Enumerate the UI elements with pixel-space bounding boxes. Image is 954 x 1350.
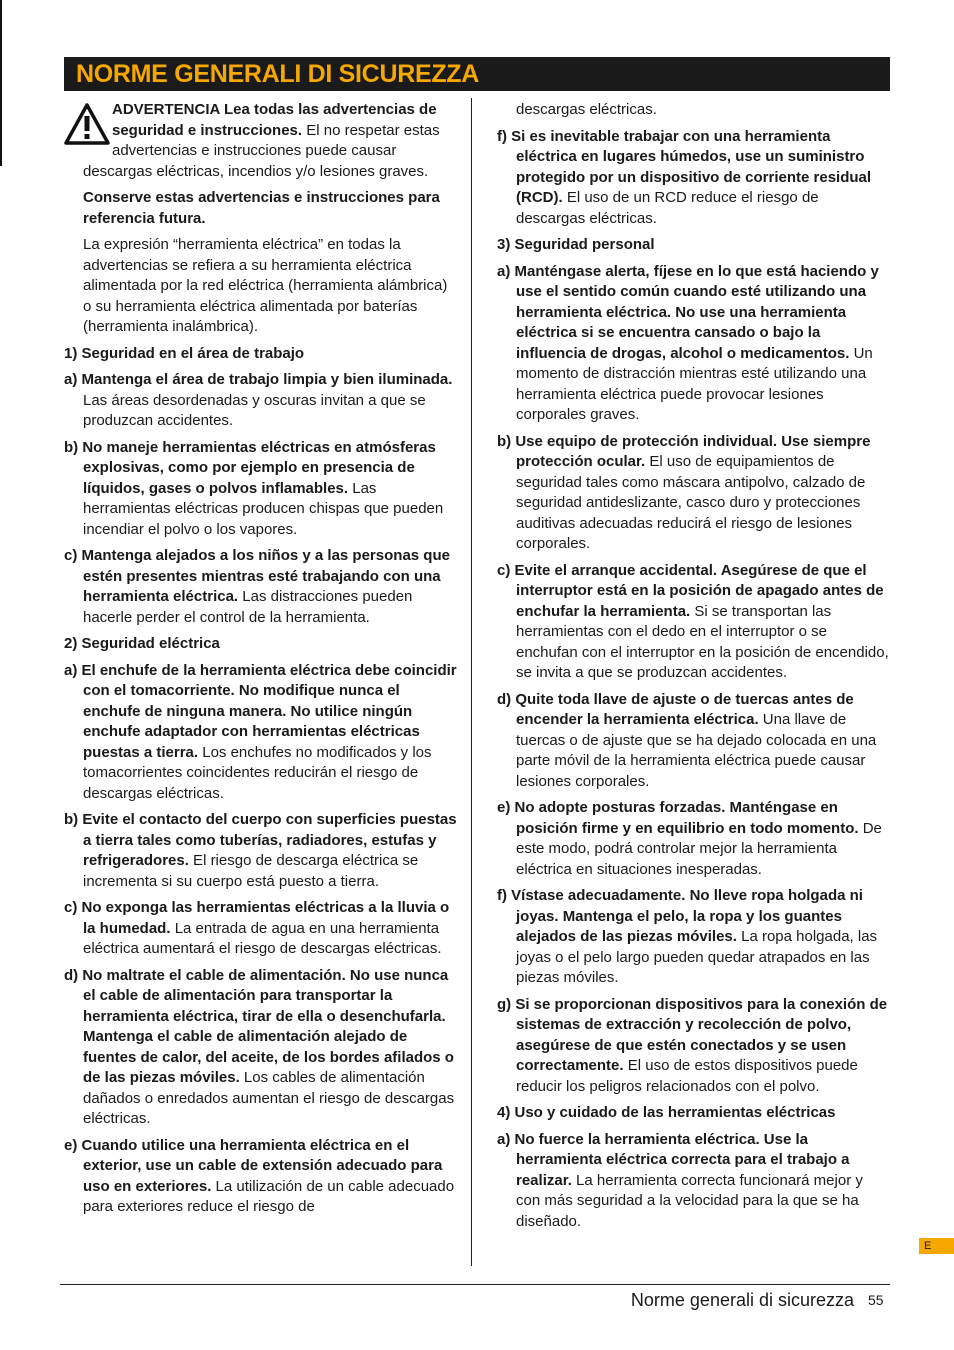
item-lead: a) No fuerce la herramienta eléctrica. Use la herramienta eléctrica correcta para el trabajo a realizar. (497, 1130, 850, 1189)
page-title: NORME GENERALI DI SICUREZZA (76, 60, 480, 88)
intro-paragraph: La expresión “herramienta eléctrica” en todas la advertencias se refiera a su herramienta eléctrica alimentada por la red eléctrica (herramienta alámbrica) o su herramienta eléctrica alimentada por baterías (herramienta inalámbrica). (83, 236, 448, 335)
item-lead: a) Manténgase alerta, fíjese en lo que está haciendo y use el sentido común cuando esté utilizando una herramienta eléctrica. No use una herramienta eléctrica si se encuentra cansado o bajo la influencia de drogas, alcohol o medicamentos. (497, 262, 879, 362)
keep-instructions: Conserve estas advertencias e instrucciones para referencia futura. (83, 189, 440, 227)
item-lead: b) Evite el contacto del cuerpo con superficies puestas a tierra tales como tuberías, radiadores, estufas y refrigeradores. (64, 811, 457, 869)
item-text: Los enchufes no modificados y los tomacorrientes coincidentes reducirán el riesgo de descargas eléctricas. (83, 743, 432, 802)
list-item (64, 810, 458, 892)
item-lead: b) No maneje herramientas eléctricas en atmósferas explosivas, como por ejemplo en presencia de líquidos, gases o polvos inflamables. (64, 438, 436, 497)
item-text: Las áreas desordenadas y oscuras invitan a que se produzcan accidentes. (83, 391, 426, 429)
item-lead: e) Cuando utilice una herramienta eléctrica en el exterior, use un cable de extensión adecuado para uso en exteriores. (64, 1136, 443, 1195)
item-text: Las distracciones pueden hacerle perder el control de la herramienta. (83, 588, 413, 626)
list-item (64, 1136, 458, 1218)
crop-mark (0, 0, 2, 166)
item-text: Una llave de tuercas o de ajuste que se ha dejado colocada en una parte móvil de la herramienta eléctrica puede causar lesiones corporales. (516, 711, 877, 790)
item-lead: e) No adopte posturas forzadas. Manténgase en posición firme y en equilibrio en todo momento. (497, 799, 859, 837)
section-heading-electrical: 2) Seguridad eléctrica (64, 635, 220, 652)
list-item (64, 966, 458, 1130)
page-number: 55 (868, 1292, 884, 1308)
section-heading-tool-use: 4) Uso y cuidado de las herramientas eléctricas (497, 1104, 836, 1121)
list-item (497, 690, 890, 793)
list-item (497, 1130, 890, 1233)
item-text: Las herramientas eléctricas producen chispas que pueden incendiar el polvo o los vapores. (83, 479, 444, 538)
item-text: El uso de un RCD reduce el riesgo de descargas eléctricas. (516, 189, 819, 227)
list-item (64, 661, 458, 805)
item-text: La entrada de agua en una herramienta eléctrica aumentará el riesgo de descargas eléctricas. (83, 919, 442, 957)
item-text: De este modo, podrá controlar mejor la herramienta eléctrica en situaciones inesperadas. (516, 819, 882, 878)
section-title-bar (64, 57, 890, 91)
item-text: El riesgo de descarga eléctrica se incrementa si su cuerpo está puesto a tierra. (83, 852, 419, 890)
item-text: El uso de estos dispositivos puede reducir los peligros relacionados con el polvo. (516, 1057, 858, 1095)
item-lead: f) Si es inevitable trabajar con una herramienta eléctrica en lugares húmedos, use un suministro protegido por un dispositivo de corriente residual (RCD). (497, 127, 872, 206)
list-item (497, 432, 890, 555)
item-text: Un momento de distracción mientras esté utilizando una herramienta eléctrica puede provocar lesiones corporales graves. (516, 344, 873, 423)
item-text: La utilización de un cable adecuado para exteriores reduce el riesgo de (83, 1177, 455, 1215)
list-item (64, 438, 458, 541)
item-lead: d) Quite toda llave de ajuste o de tuercas antes de encender la herramienta eléctrica. (497, 690, 854, 728)
section-heading-personal: 3) Seguridad personal (497, 236, 655, 253)
right-column (497, 100, 890, 1238)
continued-text: descargas eléctricas. (516, 101, 657, 118)
footer-divider (60, 1284, 890, 1285)
list-item (64, 898, 458, 960)
item-text: La herramienta correcta funcionará mejor y con más seguridad a la velocidad para la que se ha diseñado. (516, 1171, 863, 1230)
item-lead: c) Mantenga alejados a los niños y a las personas que estén presentes mientras esté trabajando con una herramienta eléctrica. (64, 547, 450, 605)
item-text: El uso de equipamientos de seguridad tales como máscara antipolvo, calzado de seguridad antideslizante, casco duro y protecciones auditivas adecuadas reducirá el riesgo de lesiones corporales. (516, 453, 866, 552)
list-item (497, 262, 890, 426)
list-item (64, 546, 458, 628)
footer-title: Norme generali di sicurezza (630, 1290, 854, 1310)
list-item (497, 995, 890, 1098)
item-lead: b) Use equipo de protección individual. Use siempre protección ocular. (497, 432, 871, 470)
item-lead: g) Si se proporcionan dispositivos para la conexión de sistemas de extracción y recolección de polvo, asegúrese de que estén conectados y se usen correctamente. (497, 995, 888, 1074)
list-item (497, 886, 890, 989)
item-lead: d) No maltrate el cable de alimentación. No use nunca el cable de alimentación para transportar la herramienta eléctrica, tirar de ella o desenchufarla. Mantenga el cable de alimentación alejado de fuentes de calor, del aceite, de los bordes afilados o de las piezas móviles. (64, 966, 454, 1086)
item-lead: a) El enchufe de la herramienta eléctrica debe coincidir con el tomacorriente. No modifique nunca el enchufe de ninguna manera. No utilice ningún enchufe adaptador con herramientas eléctricas puestas a tierra. (64, 661, 457, 761)
language-tab: E (919, 1238, 954, 1254)
item-text: La ropa holgada, las joyas o el pelo largo pueden quedar atrapados en las piezas móviles. (516, 928, 878, 986)
item-lead: a) Mantenga el área de trabajo limpia y bien iluminada. (64, 371, 453, 388)
item-lead: c) Evite el arranque accidental. Asegúrese de que el interruptor está en la posición de apagado antes de enchufar la herramienta. (497, 561, 884, 620)
list-item (497, 561, 890, 684)
left-column (64, 100, 458, 1224)
section-heading-work-area: 1) Seguridad en el área de trabajo (64, 344, 305, 362)
warning-heading: ADVERTENCIA Lea todas las advertencias de seguridad e instrucciones. (112, 101, 437, 139)
column-divider (471, 98, 472, 1266)
item-text: Los cables de alimentación dañados o enredados aumentan el riesgo de descargas eléctricas. (83, 1069, 455, 1127)
list-item (497, 798, 890, 880)
item-text: Si se transportan las herramientas con el dedo en el interruptor o se enchufan con el interruptor en la posición de encendido, se invita a que se produzcan accidentes. (516, 602, 889, 681)
warning-block (64, 100, 458, 182)
item-lead: f) Vístase adecuadamente. No lleve ropa holgada ni joyas. Mantenga el pelo, la ropa y los guantes alejados de las piezas móviles. (497, 887, 863, 945)
warning-text: El no respetar estas advertencias e instrucciones puede causar descargas eléctricas, incendios y/o lesiones graves. (83, 121, 440, 180)
list-item (64, 370, 458, 432)
list-item (497, 127, 890, 230)
warning-triangle-icon (64, 102, 110, 146)
item-lead: c) No exponga las herramientas eléctricas a la lluvia o la humedad. (64, 899, 450, 937)
